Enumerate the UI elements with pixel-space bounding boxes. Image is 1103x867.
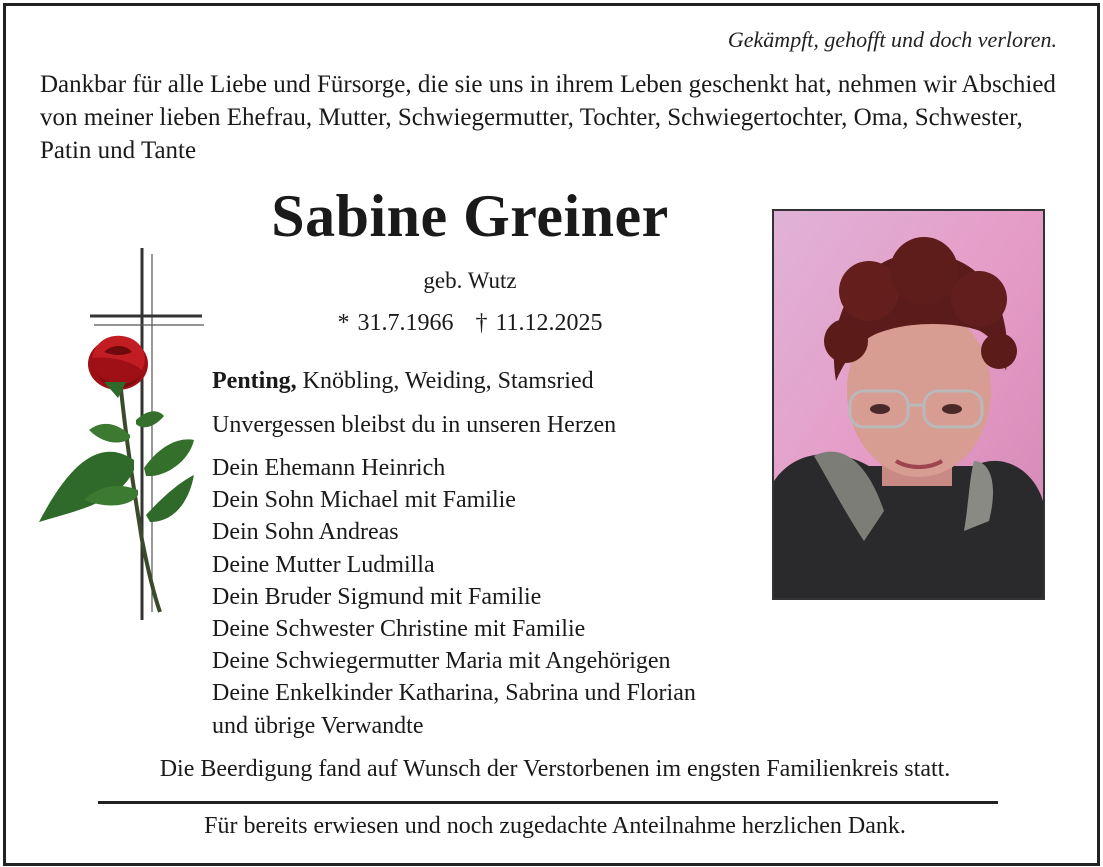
- birth-date: * 31.7.1966: [337, 310, 454, 336]
- location-rest: Knöbling, Weiding, Stamsried: [296, 368, 594, 394]
- intro-text: Dankbar für alle Liebe und Fürsorge, die sie uns in ihrem Leben geschenkt hat, nehmen wir Abschied von meiner lieben Ehefrau, Mutter, Schwiegermutter, Tochter, Schwiegertochter, Oma, Schwester, Patin und Tante: [40, 71, 1056, 164]
- mourners-list: [212, 452, 696, 742]
- mourner-item: Deine Enkelkinder Katharina, Sabrina und Florian: [212, 680, 696, 707]
- thanks-line: Für bereits erwiesen und noch zugedachte Anteilnahme herzlichen Dank.: [204, 813, 906, 839]
- mourner-item: Dein Sohn Michael mit Familie: [212, 487, 516, 514]
- life-dates: [230, 310, 710, 337]
- location-main: Penting,: [212, 368, 297, 394]
- death-date: † 11.12.2025: [475, 310, 603, 336]
- portrait-illustration: [774, 211, 1043, 598]
- mourner-item: Deine Mutter Ludmilla: [212, 551, 435, 578]
- cross-with-rose-icon: [34, 240, 209, 625]
- mourner-item: und übrige Verwandte: [212, 712, 424, 739]
- motto: Gekämpft, gehofft und doch verloren.: [727, 27, 1057, 52]
- maiden-name: geb. Wutz: [423, 268, 517, 293]
- locations: [212, 368, 594, 395]
- divider: [98, 801, 998, 804]
- remembrance-line: Unvergessen bleibst du in unseren Herzen: [212, 412, 617, 438]
- portrait-photo: [772, 209, 1045, 600]
- mourner-item: Deine Schwiegermutter Maria mit Angehörigen: [212, 648, 671, 675]
- deceased-name: Sabine Greiner: [271, 183, 669, 249]
- mourner-item: Dein Sohn Andreas: [212, 519, 399, 546]
- mourner-item: Deine Schwester Christine mit Familie: [212, 616, 586, 643]
- mourner-item: Dein Ehemann Heinrich: [212, 455, 446, 481]
- funeral-note: Die Beerdigung fand auf Wunsch der Verstorbenen im engsten Familienkreis statt.: [159, 756, 951, 782]
- mourner-item: Dein Bruder Sigmund mit Familie: [212, 583, 542, 610]
